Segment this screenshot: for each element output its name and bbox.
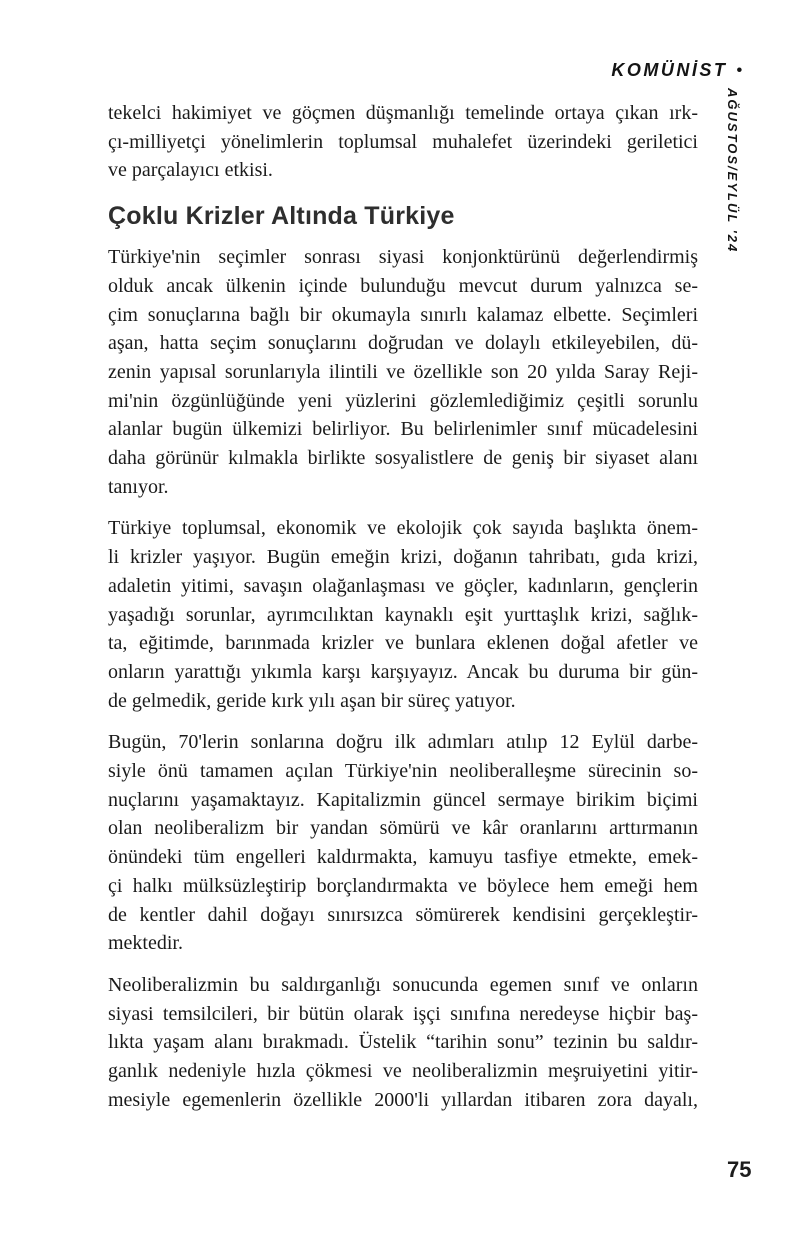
text-line: ve parçalayıcı etkisi. <box>108 159 273 182</box>
text-line: Neoliberalizmin bu saldırganlığı sonucunda egemen sınıf ve onların <box>108 973 698 996</box>
text-line: aşan, hatta seçim sonuçlarını doğrudan ve dolaylı etkileyebilen, dü- <box>108 332 698 355</box>
text-line: çı-milliyetçi yönelimlerin toplumsal muhalefet üzerindeki geriletici <box>108 130 698 153</box>
text-line: çim sonuçlarına bağlı bir okumayla sınırlı kalamaz elbette. Seçimleri <box>108 303 698 326</box>
text-line: de kentler dahil doğayı sınırsızca sömürerek kendisini gerçekleştir- <box>108 903 698 926</box>
bullet-separator-icon: • <box>736 61 742 79</box>
page-number: 75 <box>727 1157 752 1182</box>
text-line: nuçlarını yaşamaktayız. Kapitalizmin güncel sermaye birikim biçimi <box>108 788 698 811</box>
text-line: adaletin yitimi, savaşın olağanlaşması ve göçler, kadınların, gençlerin <box>108 574 698 597</box>
text-line: Bugün, 70'lerin sonlarına doğru ilk adımları atılıp 12 Eylül darbe- <box>108 731 698 754</box>
text-line: mesiyle egemenlerin özellikle 2000'li yıllardan itibaren zora dayalı, <box>108 1088 698 1111</box>
text-line: alanlar bugün ülkemizi belirliyor. Bu belirlenimler sınıf mücadelesini <box>108 418 698 441</box>
text-line: lıkta yaşam alanı bırakmadı. Üstelik “tarihin sonu” tezinin bu saldır- <box>108 1031 698 1054</box>
text-line: siyasi temsilcileri, bir bütün olarak işçi sınıfına neredeyse hiçbir baş- <box>108 1002 698 1025</box>
text-line: olduk ancak ülkenin içinde bulunduğu mevcut durum yalnızca se- <box>108 274 698 297</box>
text-line: ta, eğitimde, barınmada krizler ve bunlara eklenen doğal afetler ve <box>108 632 698 655</box>
magazine-title: KOMÜNİST <box>611 60 728 80</box>
masthead <box>611 60 742 81</box>
paragraph <box>108 971 698 1115</box>
text-line: siyle önü tamamen açılan Türkiye'nin neoliberalleşme sürecinin so- <box>108 760 698 783</box>
text-line: daha görünür kılmakla birlikte sosyalistlere de geniş bir siyaset alanı <box>108 447 698 470</box>
paragraph <box>108 728 698 958</box>
paragraph <box>108 99 698 185</box>
text-line: de gelmedik, geride kırk yılı aşan bir süreç yatıyor. <box>108 689 516 712</box>
text-line: Türkiye'nin seçimler sonrası siyasi konjonktürünü değerlendirmiş <box>108 246 698 269</box>
text-line: önündeki tüm engelleri kaldırmakta, kamuyu tasfiye etmekte, emek- <box>108 846 698 869</box>
text-line: mektedir. <box>108 932 183 955</box>
section-heading: Çoklu Krizler Altında Türkiye <box>108 202 455 231</box>
text-line: Türkiye toplumsal, ekonomik ve ekolojik çok sayıda başlıkta önem- <box>108 517 698 540</box>
text-line: mi'nin özgünlüğünde yeni yüzlerini gözlemlediğimiz çeşitli sorunlu <box>108 389 698 412</box>
text-line: zenin yapısal sorunlarıyla ilintili ve özellikle son 20 yılda Saray Reji- <box>108 360 698 383</box>
text-line: çi halkı mülksüzleştirip borçlandırmakta ve böylece hem emeği hem <box>108 874 698 897</box>
text-line: olan neoliberalizm bir yandan sömürü ve kâr oranlarını arttırmanın <box>108 817 698 840</box>
text-line: tekelci hakimiyet ve göçmen düşmanlığı temelinde ortaya çıkan ırk- <box>108 102 698 124</box>
article-body <box>108 99 698 1128</box>
paragraph <box>108 243 698 501</box>
text-line: ganlık nedeniyle hızla çökmesi ve neoliberalizmin meşruiyetini yitir- <box>108 1060 698 1083</box>
paragraph <box>108 514 698 715</box>
text-line: onların yarattığı yıkımla karşı karşıyayız. Ancak bu duruma bir gün- <box>108 660 698 683</box>
text-line: li krizler yaşıyor. Bugün emeğin krizi, doğanın tahribatı, gıda krizi, <box>108 546 698 569</box>
issue-date-vertical: AĞUSTOS/EYLÜL '24 <box>725 88 740 254</box>
text-line: yaşadığı sorunlar, ayrımcılıktan kaynaklı eşit yurttaşlık krizi, sağlık- <box>108 603 698 626</box>
text-line: tanıyor. <box>108 475 169 498</box>
